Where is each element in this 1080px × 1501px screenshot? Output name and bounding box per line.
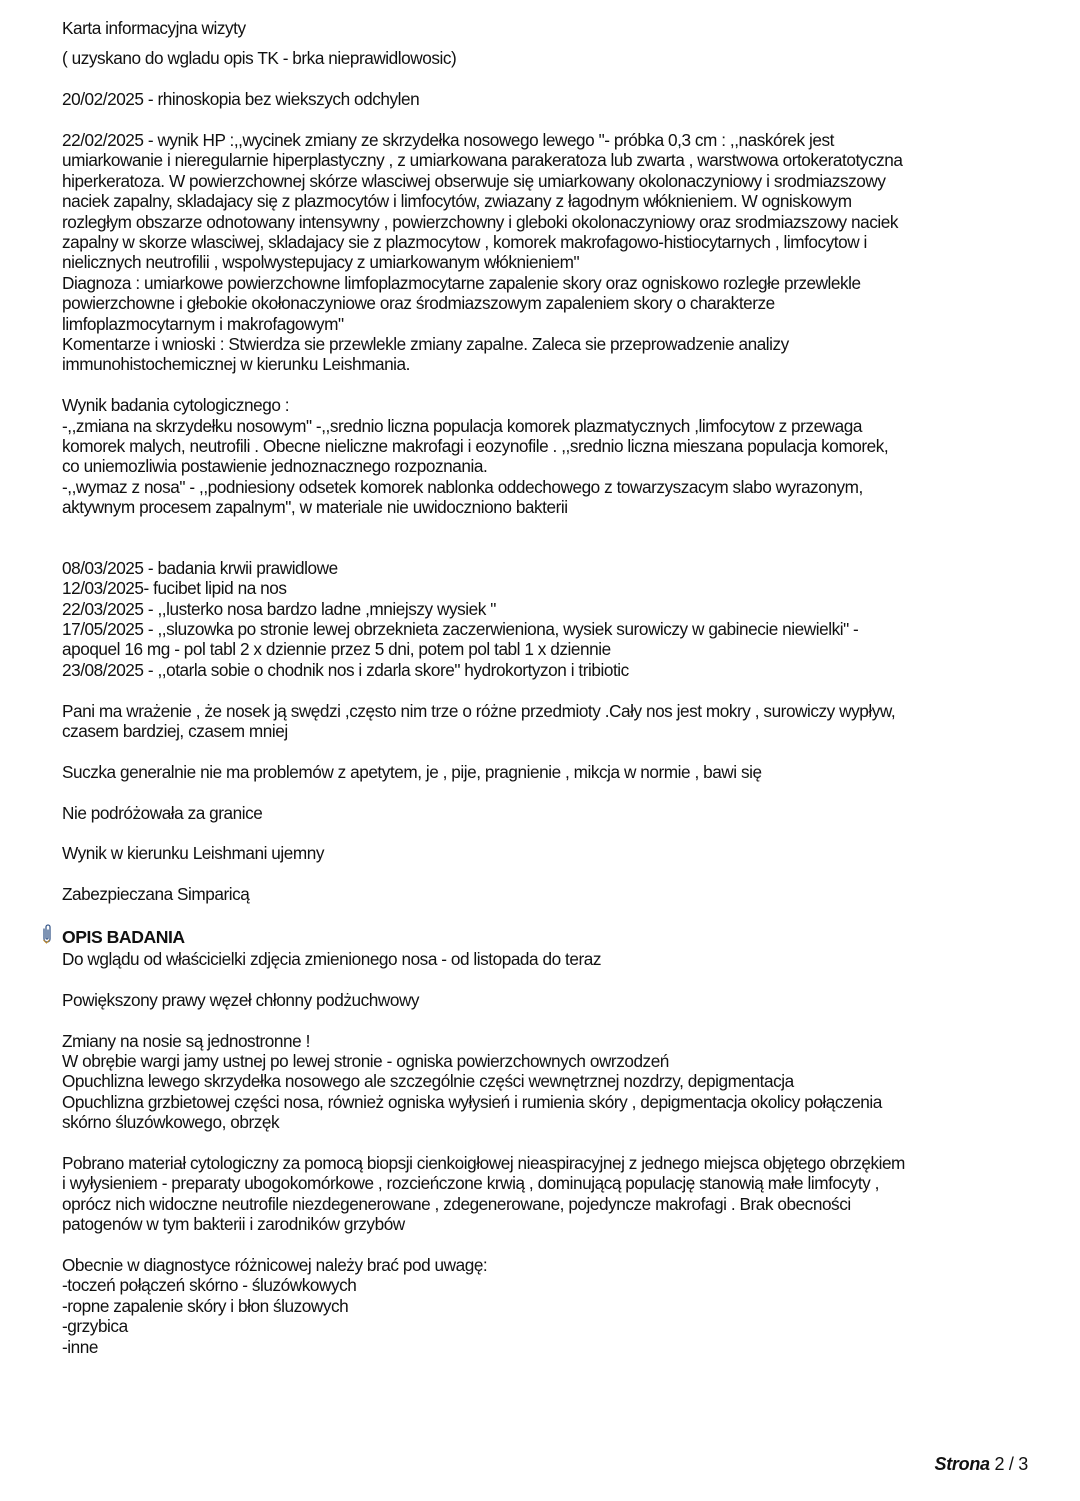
exam-photos-note: Do wglądu od właścicielki zdjęcia zmienionego nosa - od listopada do teraz bbox=[62, 948, 601, 969]
exam-biopsy-line: i wyłysieniem - preparaty ubogokomórkowe , rozcieńczone krwią , dominującą populację stanowią małe limfocyty , bbox=[62, 1173, 879, 1194]
timeline-paragraph bbox=[62, 558, 1047, 680]
hp-line: zapalny w skorze wlasciwej, skladajacy sie z plazmocytow , komorek makrofagowo-histiocytarnych , limfocytow i bbox=[62, 232, 867, 253]
timeline-entry: 12/03/2025- fucibet lipid na nos bbox=[62, 578, 287, 599]
exam-biopsy-line: Pobrano materiał cytologiczny za pomocą biopsji cienkoigłowej nieaspiracyjnej z jednego miejsca objętego obrzękiem bbox=[62, 1152, 905, 1173]
cytology-line: Wynik badania cytologicznego : bbox=[62, 395, 290, 416]
exam-change-line: Opuchlizna grzbietowej części nosa, również ogniska wyłysień i rumienia skóry , depigmentacja okolicy połączenia bbox=[62, 1091, 882, 1112]
leishmania-result: Wynik w kierunku Leishmani ujemny bbox=[62, 843, 325, 864]
page-label: Strona bbox=[934, 1454, 990, 1474]
protection-note: Zabezpieczana Simparicą bbox=[62, 884, 250, 905]
cytology-line: -,,wymaz z nosa" - ,,podniesiony odsetek komorek nablonka oddechowego z towarzyszacym slabo wyrazonym, bbox=[62, 476, 863, 497]
differential-line: -inne bbox=[62, 1336, 98, 1357]
current-page: 2 bbox=[994, 1454, 1005, 1474]
timeline-entry: 08/03/2025 - badania krwii prawidlowe bbox=[62, 557, 338, 578]
owner-note-line: Pani ma wrażenie , że nosek ją swędzi ,często nim trze o różne przedmioty .Cały nos jest mokry , surowiczy wypływ, bbox=[62, 700, 896, 721]
hp-line: naciek zapalny, skladajacy się z plazmocytów i limfocytów, zwiazany z łagodnym włóknieniem. W ogniskowym bbox=[62, 191, 852, 212]
page-number bbox=[935, 1454, 1028, 1475]
exam-change-line: Zmiany na nosie są jednostronne ! bbox=[62, 1030, 310, 1051]
differential-line: Obecnie w diagnostyce różnicowej należy brać pod uwagę: bbox=[62, 1254, 488, 1275]
exam-change-line: Opuchlizna lewego skrzydełka nosowego ale szczególnie części wewnętrznej nozdrzy, depigmentacja bbox=[62, 1071, 794, 1092]
travel-note: Nie podróżowała za granice bbox=[62, 802, 263, 823]
differential-line: -ropne zapalenie skóry i błon śluzowych bbox=[62, 1295, 349, 1316]
timeline-entry: 22/03/2025 - ,,lusterko nosa bardzo ladne ,mniejszy wysiek " bbox=[62, 598, 496, 619]
exam-change-line: skórno śluzówkowego, obrzęk bbox=[62, 1112, 280, 1133]
total-pages: / 3 bbox=[1008, 1454, 1028, 1474]
cytology-line: -,,zmiana na skrzydełku nosowym" -,,srednio liczna populacja komorek plazmatycznych ,limfocytow z przewaga bbox=[62, 415, 862, 436]
hp-line: Diagnoza : umiarkowe powierzchowne limfoplazmocytarne zapalenie skory oraz ogniskowo rozległe przewlekle bbox=[62, 272, 861, 293]
timeline-entry: apoquel 16 mg - pol tabl 2 x dziennie przez 5 dni, potem pol tabl 1 x dziennie bbox=[62, 639, 611, 660]
rhinoscopy-entry: 20/02/2025 - rhinoskopia bez wiekszych odchylen bbox=[62, 89, 420, 110]
hp-line: immunohistochemicznej w kierunku Leishmania. bbox=[62, 354, 410, 375]
hp-line: powierzchowne i głebokie okołonaczyniowe oraz środmiazszowym zapaleniem skory o charakterze bbox=[62, 293, 775, 314]
hp-line: umiarkowanie i nieregularnie hiperplastyczny , z umiarkowana parakeratoza lub zwarta , warstwowa ortokeratotyczna bbox=[62, 150, 903, 171]
exam-heading: OPIS BADANIA bbox=[62, 926, 185, 947]
exam-changes-paragraph bbox=[62, 1031, 1047, 1133]
exam-section-header bbox=[62, 925, 1047, 949]
document-title: Karta informacyjna wizyty bbox=[62, 18, 246, 38]
hp-line: Komentarze i wnioski : Stwierdza sie przewlekle zmiany zapalne. Zaleca sie przeprowadzenie analizy bbox=[62, 334, 789, 355]
document-subtitle: ( uzyskano do wgladu opis TK - brka nieprawidlowosic) bbox=[62, 48, 457, 69]
hp-line: hiperkeratoza. W powierzchownej skórze wlasciwej obserwuje się umiarkowany okolonaczyniowy i srodmiazszowy bbox=[62, 170, 886, 191]
owner-notes-paragraph bbox=[62, 701, 1047, 742]
document-page bbox=[62, 18, 1047, 1357]
exam-biopsy-line: oprócz nich widoczne neutrofile niezdegenerowane , zdegenerowane, pojedyncze makrofagi . Brak obecności bbox=[62, 1193, 851, 1214]
hp-line: nielicznych neutrofilii , wspolwystepujacy z umiarkowanym włóknieniem" bbox=[62, 252, 580, 273]
exam-change-line: W obrębie wargi jamy ustnej po lewej stronie - ogniska powierzchownych owrzodzeń bbox=[62, 1050, 669, 1071]
exam-lymph-note: Powiększony prawy węzeł chłonny podżuchwowy bbox=[62, 989, 420, 1010]
differential-diagnosis-list bbox=[62, 1255, 1047, 1357]
cytology-line: komorek malych, neutrofili . Obecne nieliczne makrofagi i eozynofile . ,,srednio liczna mieszana populacja komorek, bbox=[62, 436, 889, 457]
hp-line: 22/02/2025 - wynik HP :,,wycinek zmiany ze skrzydełka nosowego lewego "- próbka 0,3 cm : ,,naskórek jest bbox=[62, 130, 834, 150]
differential-line: -grzybica bbox=[62, 1316, 128, 1337]
paperclip-icon bbox=[40, 923, 54, 945]
hp-line: rozległym obszarze odnotowany intensywny , powierzchowny i gleboki okolonaczyniowy oraz srodmiazszowy naciek bbox=[62, 211, 899, 232]
hp-line: limfoplazmocytarnym i makrofagowym" bbox=[62, 313, 344, 334]
general-health-note: Suczka generalnie nie ma problemów z apetytem, je , pije, pragnienie , mikcja w normie , bawi się bbox=[62, 761, 762, 782]
cytology-paragraph bbox=[62, 395, 1047, 517]
owner-note-line: czasem bardziej, czasem mniej bbox=[62, 720, 288, 741]
hp-result-paragraph bbox=[62, 130, 1047, 375]
cytology-line: co uniemozliwia postawienie jednoznacznego rozpoznania. bbox=[62, 456, 488, 477]
exam-biopsy-paragraph bbox=[62, 1153, 1047, 1235]
timeline-entry: 17/05/2025 - ,,sluzowka po stronie lewej obrzeknieta zaczerwieniona, wysiek surowiczy w gabinecie niewielki" - bbox=[62, 618, 859, 639]
cytology-line: aktywnym procesem zapalnym", w materiale nie uwidoczniono bakterii bbox=[62, 497, 568, 518]
exam-biopsy-line: patogenów w tym bakterii i zarodników grzybów bbox=[62, 1214, 405, 1235]
timeline-entry: 23/08/2025 - ,,otarla sobie o chodnik nos i zdarla skore" hydrokortyzon i tribiotic bbox=[62, 659, 629, 680]
differential-line: -toczeń połączeń skórno - śluzówkowych bbox=[62, 1275, 357, 1296]
